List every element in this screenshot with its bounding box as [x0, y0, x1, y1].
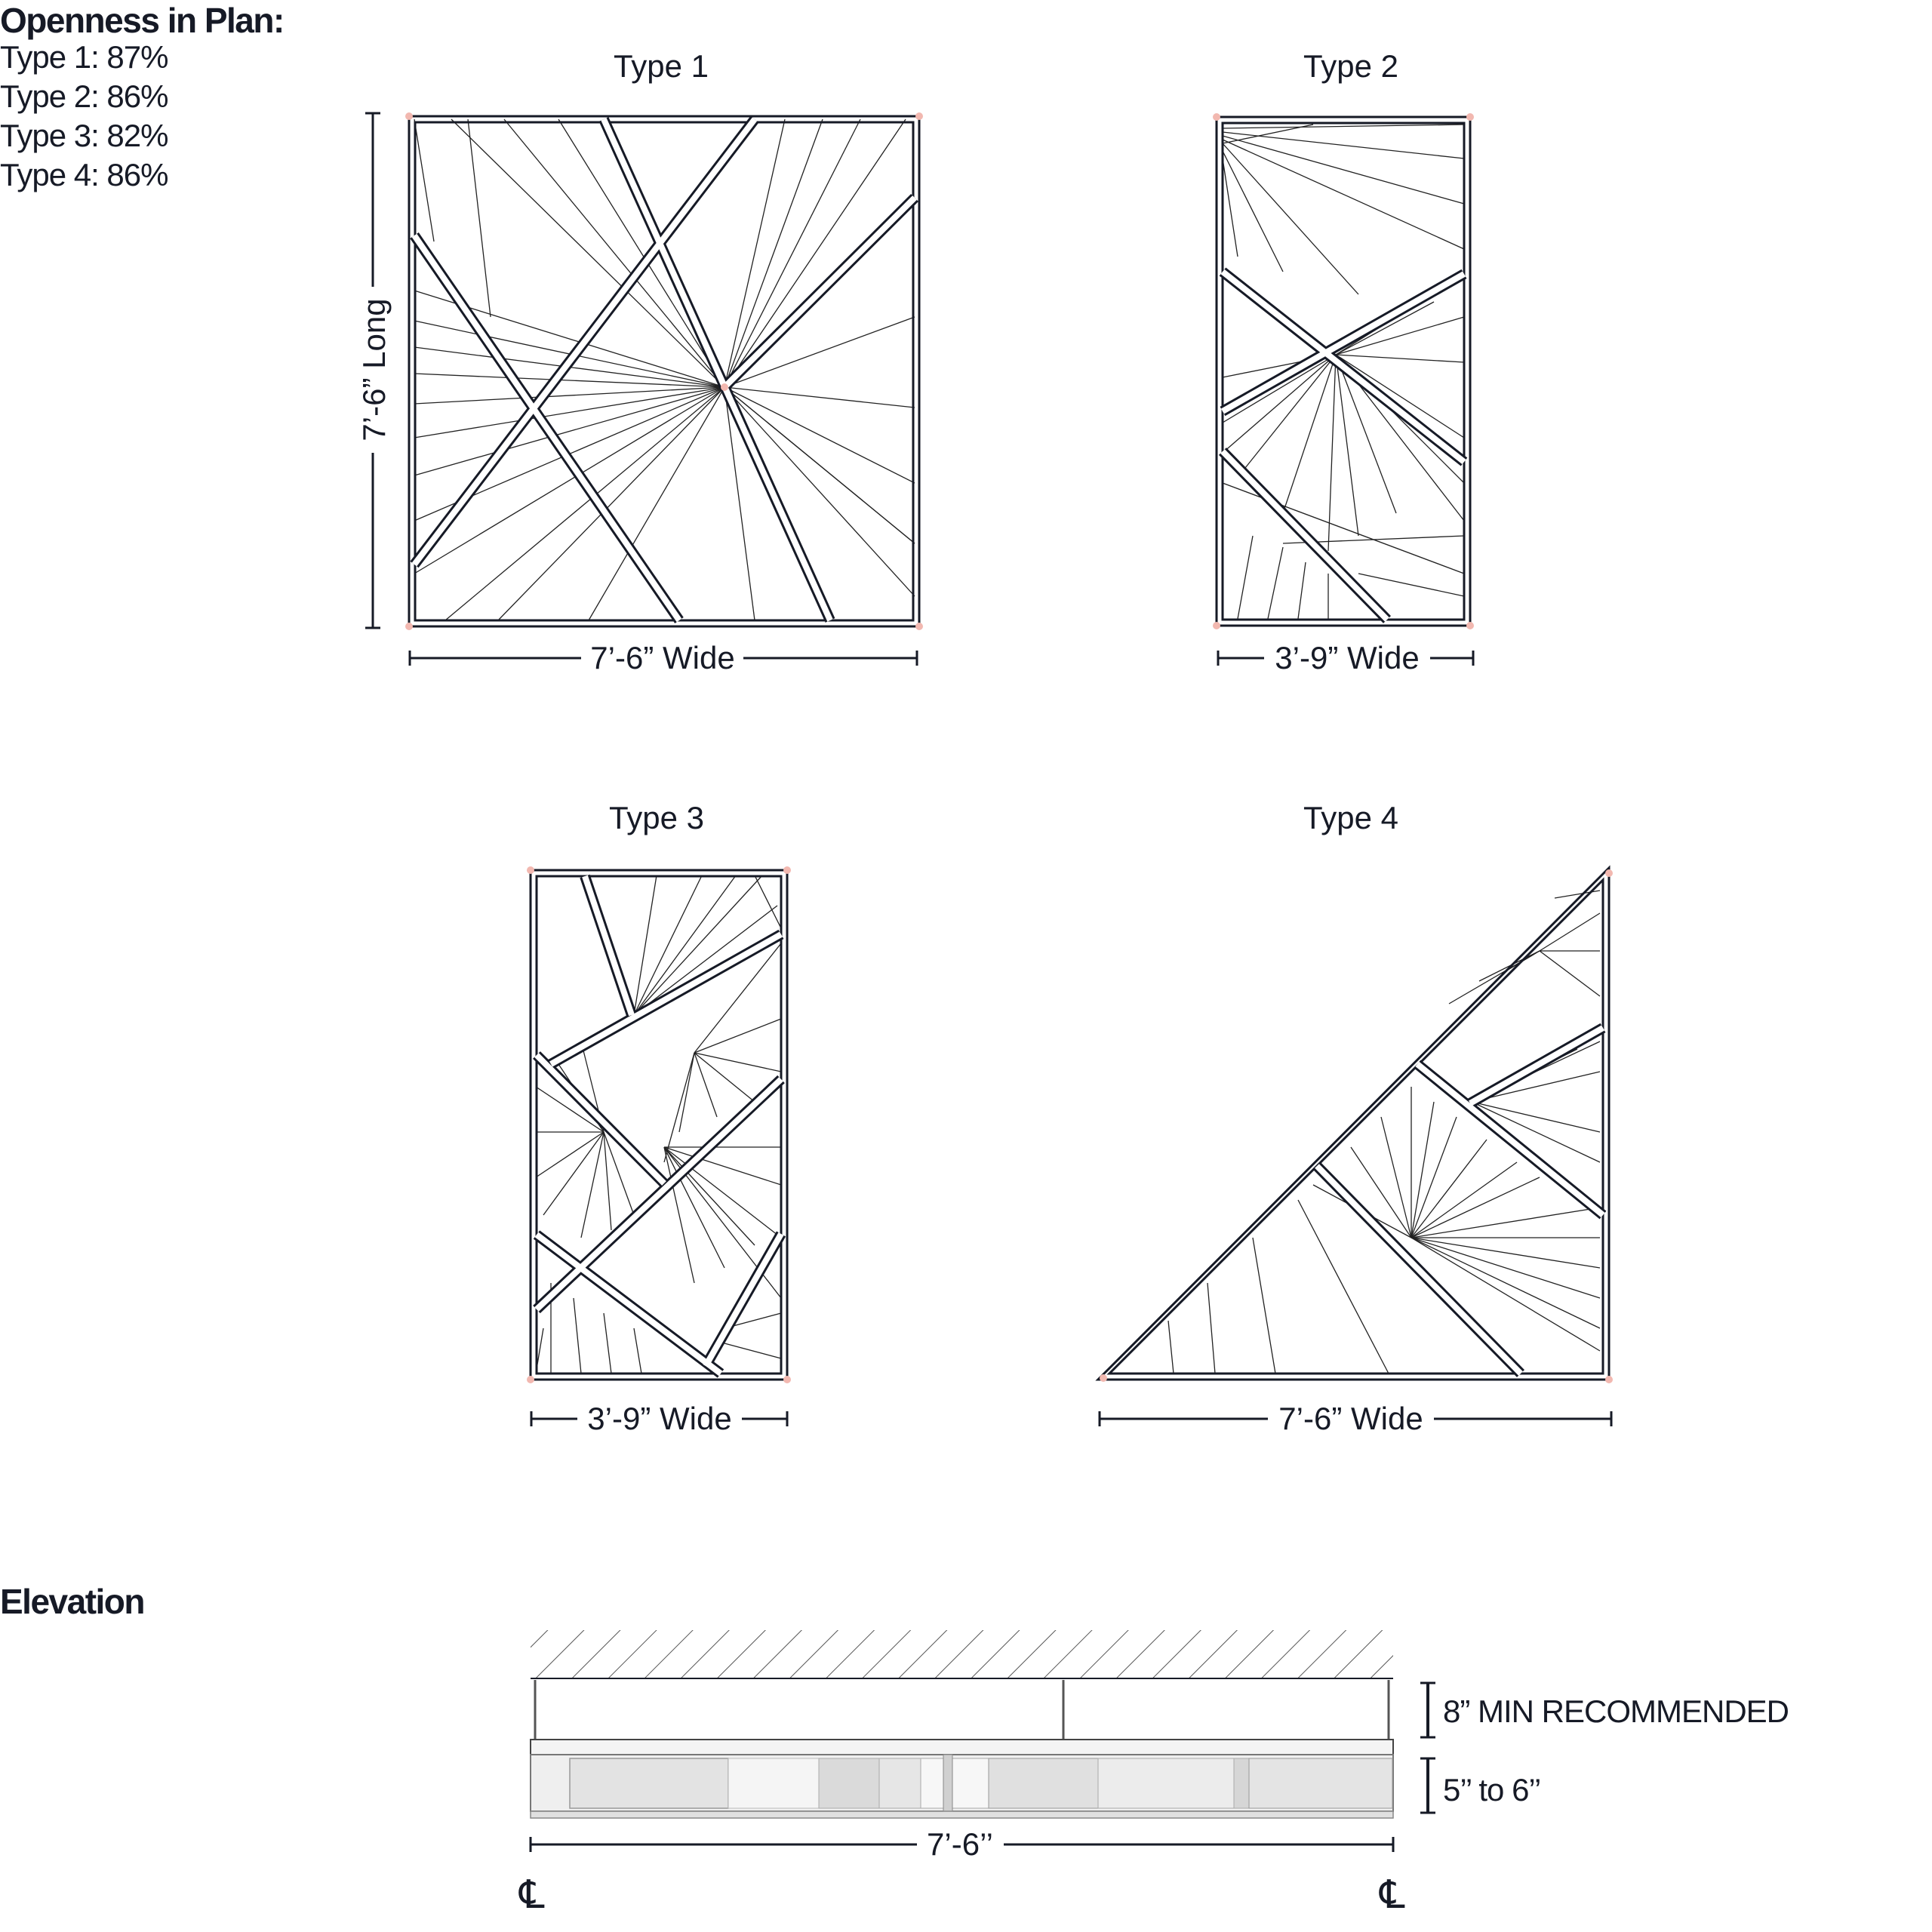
panel-type1-mullions-inner	[414, 119, 915, 620]
elevation-title: Elevation	[0, 1582, 145, 1621]
openness-type1: Type 1: 87%	[0, 39, 168, 75]
panel-type2	[1213, 48, 1474, 675]
elevation-top-frame	[531, 1740, 1393, 1755]
panel-type1-length-dimension	[356, 113, 392, 628]
openness-title: Openness in Plan:	[0, 1, 284, 40]
panel-type4-width-dimension	[1100, 1401, 1611, 1436]
panel-type2-width-dimension	[1218, 640, 1473, 675]
panel-type3-width-label: 3’-9” Wide	[587, 1401, 732, 1436]
openness-type3: Type 3: 82%	[0, 118, 168, 153]
span-label: 7’-6’’	[927, 1826, 993, 1862]
panel-type3-nodes	[527, 866, 791, 1383]
panel-depth-dimension	[1420, 1758, 1540, 1813]
panel-type4	[1098, 800, 1613, 1436]
panel-type4-title: Type 4	[1303, 800, 1399, 835]
panel-type2-mullions	[1223, 272, 1464, 620]
panel-type1-frame	[409, 116, 919, 626]
openness-type4: Type 4: 86%	[0, 157, 168, 192]
openness-type2: Type 2: 86%	[0, 78, 168, 114]
panel-type4-mullions-inner	[1317, 1028, 1603, 1374]
ceiling-hatch	[531, 1630, 1393, 1678]
centerline-right: ℄	[1380, 1873, 1405, 1917]
panel-type2-width-label: 3’-9” Wide	[1275, 640, 1420, 675]
panel-type1-width-dimension	[410, 640, 917, 675]
panel-type4-mullions	[1317, 1028, 1603, 1374]
min-clearance-dimension	[1420, 1683, 1789, 1737]
span-dimension	[531, 1826, 1393, 1862]
panel-type3-width-dimension	[531, 1401, 787, 1436]
elevation-panel-body	[531, 1755, 1393, 1811]
panel-type1-length-label: 7’-6” Long	[356, 298, 392, 441]
panel-type1-title: Type 1	[613, 48, 709, 84]
panel-type3	[527, 800, 791, 1436]
panel-type2-title: Type 2	[1303, 48, 1399, 84]
suspension-cables	[535, 1680, 1389, 1740]
centerline-left: ℄	[519, 1873, 545, 1917]
panel-type1-width-label: 7’-6” Wide	[590, 640, 735, 675]
elevation-bottom-frame	[531, 1811, 1393, 1818]
panel-type1-fan-lines	[414, 119, 915, 620]
panel-type1	[356, 48, 923, 675]
panel-type1-nodes	[405, 112, 923, 630]
panel-type4-frame	[1098, 868, 1609, 1380]
panel-depth-label: 5’’ to 6’’	[1443, 1772, 1541, 1807]
panel-type4-fan-lines	[1168, 891, 1600, 1374]
panel-type4-width-label: 7’-6” Wide	[1278, 1401, 1423, 1436]
panel-type1-mullions	[414, 119, 915, 620]
elevation-drawing	[518, 1630, 1789, 1917]
panel-type3-title: Type 3	[608, 800, 705, 835]
min-clearance-label: 8” MIN RECOMMENDED	[1443, 1694, 1789, 1729]
